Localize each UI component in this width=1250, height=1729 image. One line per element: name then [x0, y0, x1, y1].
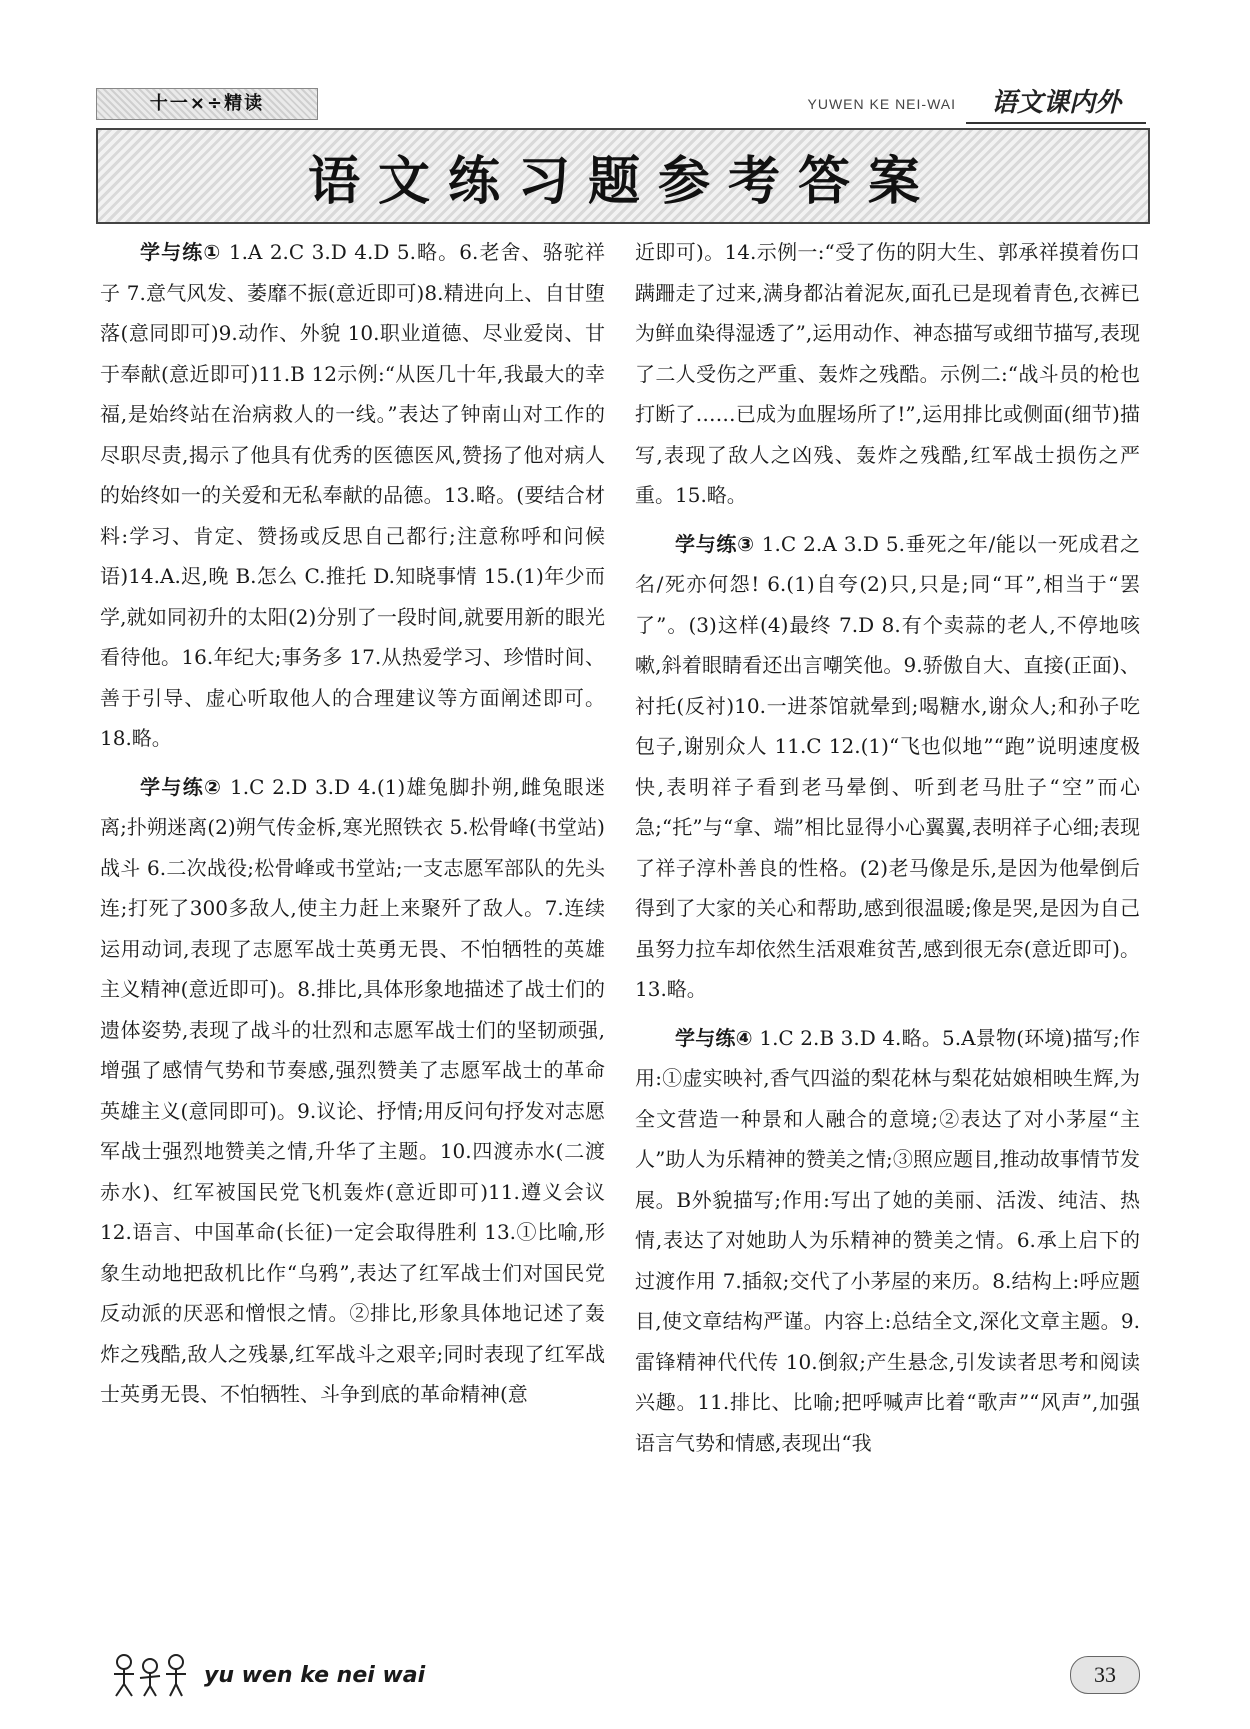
answer-paragraph	[635, 524, 1140, 1010]
header-strip	[96, 84, 1146, 122]
section-badge: 十一×÷精读	[96, 88, 318, 120]
footer-brand-text: yu wen ke nei wai	[204, 1662, 426, 1688]
answer-text: 1.C 2.B 3.D 4.略。5.A景物(环境)描写;作用:①虚实映衬,香气四溢的梨花林与梨花姑娘相映生辉,为全文营造一种景和人融合的意境;②表达了对小茅屋“主人”助人为乐精神的赞美之情;③照应题目,推动故事情节发展。B外貌描写;作用:写出了她的美丽、活泼、纯洁、热情,表达了对她助人为乐精神的赞美之情。6.承上启下的过渡作用 7.插叙;交代了小茅屋的来历。8.结构上:呼应题目,使文章结构严谨。内容上:总结全文,深化文章主题。9.雷锋精神代代传 10.倒叙;产生悬念,引发读者思考和阅读兴趣。11.排比、比喻;把呼喊声比着“歌声”“风声”,加强语言气势和情感,表现出“我	[635, 1025, 1140, 1455]
section-label: 学与练③	[675, 531, 755, 556]
section-label: 学与练①	[140, 240, 222, 264]
right-column	[635, 232, 1140, 1612]
footer	[110, 1650, 425, 1700]
children-illustration-icon	[110, 1652, 190, 1698]
answer-text: 1.C 2.D 3.D 4.(1)雄兔脚扑朔,雌兔眼迷离;扑朔迷离(2)朔气传金柝,寒光照铁衣 5.松骨峰(书堂站)战斗 6.二次战役;松骨峰或书堂站;一支志愿军部队的先头连;打死了300多敌人,使主力赶上来聚歼了敌人。7.连续运用动词,表现了志愿军战士英勇无畏、不怕牺牲的英雄主义精神(意近即可)。8.排比,具体形象地描述了战士们的遗体姿势,表现了战斗的壮烈和志愿军战士们的坚韧顽强,增强了感情气势和节奏感,强烈赞美了志愿军战士的革命英雄主义(意同即可)。9.议论、抒情;用反问句抒发对志愿军战士强烈地赞美之情,升华了主题。10.四渡赤水(二渡赤水)、红军被国民党飞机轰炸(意近即可)11.遵义会议 12.语言、中国革命(长征)一定会取得胜利 13.①比喻,形象生动地把敌机比作“乌鸦”,表达了红军战士们对国民党反动派的厌恶和憎恨之情。②排比,形象具体地记述了轰炸之残酷,敌人之残暴,红军战斗之艰辛;同时表现了红军战士英勇无畏、不怕牺牲、斗争到底的革命精神(意	[100, 774, 605, 1406]
answer-text: 近即可)。14.示例一:“受了伤的阴大生、郭承祥摸着伤口蹒跚走了过来,满身都沾着泥灰,面孔已是现着青色,衣裤已为鲜血染得湿透了”,运用动作、神态描写或细节描写,表现了二人受伤之严重、轰炸之残酷。示例二:“战斗员的枪也打断了……已成为血腥场所了!”,运用排比或侧面(细节)描写,表现了敌人之凶残、轰炸之残酷,红军战士损伤之严重。15.略。	[635, 240, 1140, 507]
magazine-roman-title: YUWEN KE NEI-WAI	[807, 96, 956, 112]
answer-paragraph	[100, 232, 605, 759]
section-label: 学与练④	[675, 1025, 753, 1050]
left-column	[100, 232, 605, 1612]
page-title: 语文练习题参考答案	[307, 150, 938, 212]
title-banner	[96, 128, 1150, 224]
magazine-brand: 语文课内外	[966, 84, 1146, 124]
answer-paragraph	[635, 1018, 1140, 1464]
answer-text: 1.A 2.C 3.D 4.D 5.略。6.老舍、骆驼祥子 7.意气风发、萎靡不振(意近即可)8.精进向上、自甘堕落(意同即可)9.动作、外貌 10.职业道德、尽业爱岗、甘于奉献(意近即可)11.B 12示例:“从医几十年,我最大的幸福,是始终站在治病救人的一线。”表达了钟南山对工作的尽职尽责,揭示了他具有优秀的医德医风,赞扬了他对病人的始终如一的关爱和无私奉献的品德。13.略。(要结合材料:学习、肯定、赞扬或反思自己都行;注意称呼和问候语)14.A.迟,晚 B.怎么 C.推托 D.知晓事情 15.(1)年少而学,就如同初升的太阳(2)分别了一段时间,就要用新的眼光看待他。16.年纪大;事务多 17.从热爱学习、珍惜时间、善于引导、虚心听取他人的合理建议等方面阐述即可。18.略。	[100, 240, 605, 750]
answer-paragraph	[635, 232, 1140, 516]
section-label: 学与练②	[140, 774, 223, 799]
answer-paragraph	[100, 767, 605, 1415]
answer-columns	[100, 232, 1140, 1612]
answer-text: 1.C 2.A 3.D 5.垂死之年/能以一死成君之名/死亦何怨! 6.(1)自夸(2)只,只是;同“耳”,相当于“罢了”。(3)这样(4)最终 7.D 8.有个卖蒜的老人,不停地咳嗽,斜着眼睛看还出言嘲笑他。9.骄傲自大、直接(正面)、衬托(反衬)10.一进茶馆就晕到;喝糖水,谢众人;和孙子吃包子,谢别众人 11.C 12.(1)“飞也似地”“跑”说明速度极快,表明祥子看到老马晕倒、听到老马肚子“空”而心急;“托”与“拿、端”相比显得小心翼翼,表明祥子心细;表现了祥子淳朴善良的性格。(2)老马像是乐,是因为他晕倒后得到了大家的关心和帮助,感到很温暖;像是哭,是因为自己虽努力拉车却依然生活艰难贫苦,感到很无奈(意近即可)。13.略。	[635, 531, 1141, 1001]
page-number: 33	[1070, 1656, 1140, 1694]
